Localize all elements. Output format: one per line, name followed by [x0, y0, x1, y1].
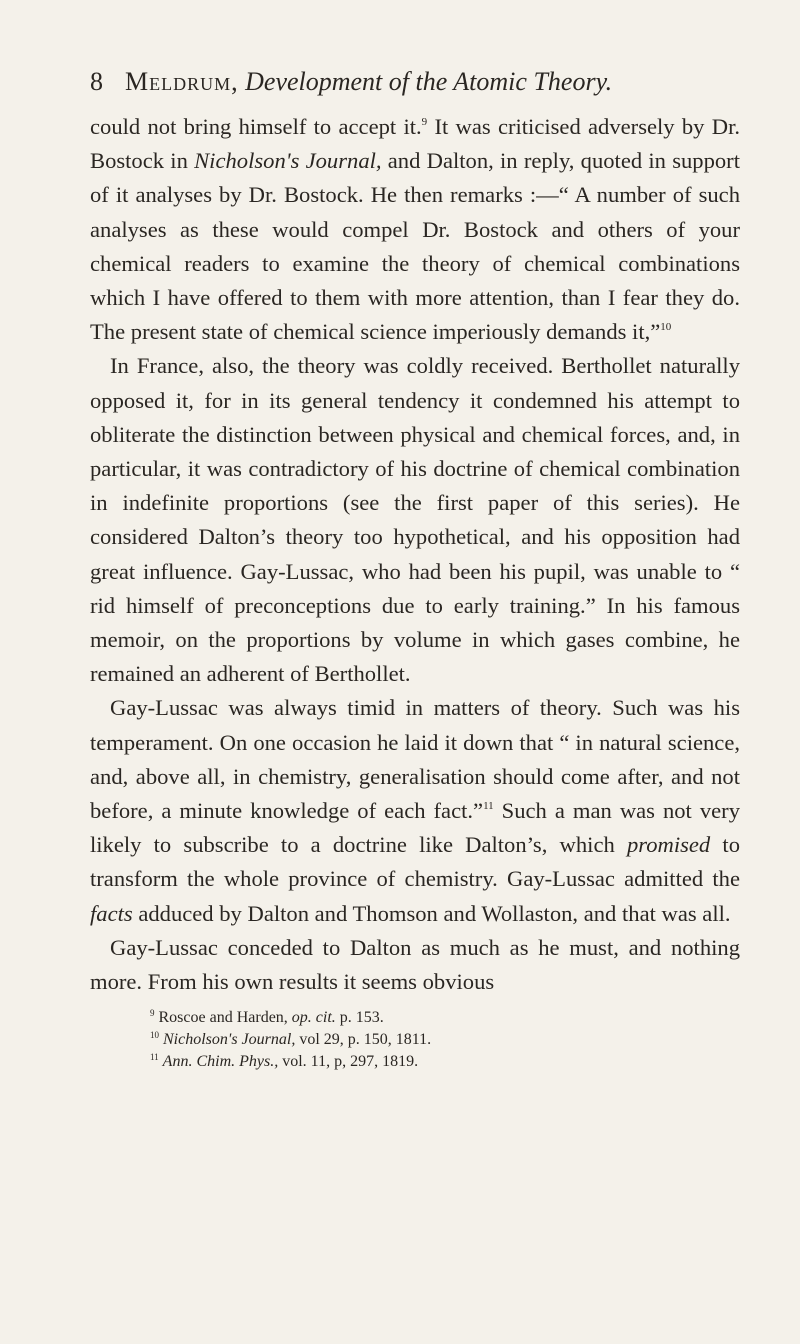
- footnote-ref-10: 10: [660, 321, 672, 334]
- footnote-ref-11: 11: [483, 800, 494, 813]
- running-header-title: Development of the Atomic Theory.: [245, 67, 613, 96]
- emphasis-facts: facts: [90, 900, 133, 926]
- journal-title: Nicholson's Journal,: [194, 148, 382, 174]
- running-header: [90, 62, 740, 106]
- footnote: $^{10}$ Nicholson's Journal, vol 29, p. 150, 1811.: [150, 1030, 432, 1049]
- body-text: [90, 110, 740, 999]
- footnotes: [150, 1007, 740, 1073]
- footnote: $^9$ Roscoe and Harden, op. cit. p. 153.: [150, 1008, 384, 1027]
- paragraph-2: In France, also, the theory was coldly received. Berthollet naturally opposed it, for in its general tendency it condemned his attempt to obliterate the distinction between physical and chemical forces, and, in particular, it was contradictory of his doctrine of chemical combination in indefinite proportions (see the first paper of this series). He considered Dalton’s theory too hypothetical, and his opposition had great influence. Gay-Lussac, who had been his pupil, was unable to “ rid himself of preconceptions due to early training.” In his famous memoir, on the proportions by volume in which gases combine, he remained an adherent of Berthollet.: [90, 353, 740, 687]
- page-number: 8: [90, 67, 103, 96]
- footnote-ref-9: 9: [421, 116, 428, 128]
- emphasis-promised: promised: [626, 832, 711, 858]
- paragraph-4: Gay-Lussac conceded to Dalton as much as he must, and nothing more. From his own results it seems obvious: [90, 934, 740, 995]
- running-header-author: Meldrum,: [125, 67, 239, 96]
- footnote: $^{11}$ Ann. Chim. Phys., vol. 11, p, 297, 1819.: [150, 1052, 419, 1071]
- paragraph-1: could not bring himself to accept it.$^9$ It was criticised adversely by Dr. Bostock in Nicholson's Journal, and Dalton, in reply, quoted in support of it analyses by Dr. Bostock. He then remarks :—“ A number of such analyses as these would compel Dr. Bostock and others of your chemical readers to examine the theory of chemical combinations which I have offered to them with more attention, than I fear they do. The present state of chemical science imperiously demands it,”$^{10}$: [90, 114, 740, 345]
- paragraph-3: Gay-Lussac was always timid in matters of theory. Such was his temperament. On one occasion he laid it down that “ in natural science, and, above all, in chemistry, generalisation should come after, and not before, a minute knowledge of each fact.”$^{11}$ Such a man was not very likely to subscribe to a doctrine like Dalton’s, which promised to transform the whole province of chemistry. Gay-Lussac admitted the facts adduced by Dalton and Thomson and Wollaston, and that was all.: [90, 695, 740, 926]
